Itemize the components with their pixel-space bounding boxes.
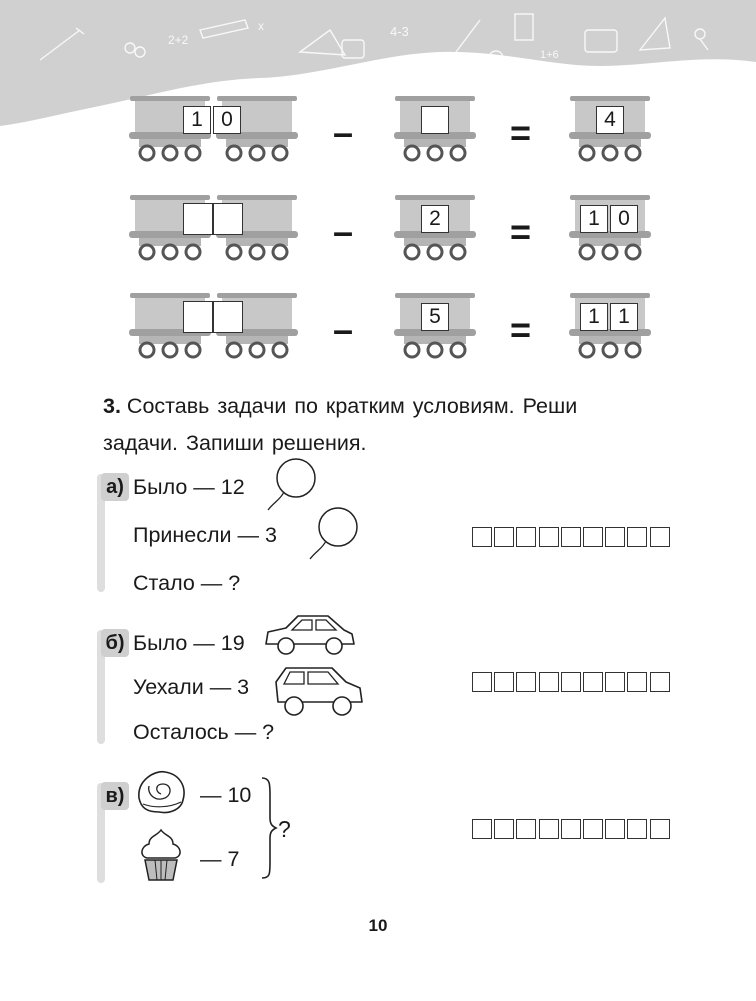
digit-cell[interactable]: 0	[610, 205, 638, 233]
part-c-value-1: — 10	[200, 783, 252, 807]
equals-sign: =	[510, 309, 532, 350]
digit-cell[interactable]: 5	[421, 303, 449, 331]
part-b-line-3: Осталось — ?	[133, 720, 275, 744]
task-text-line-1: Составь задачи по кратким условиям. Реши	[126, 394, 578, 418]
svg-text:2+2: 2+2	[168, 33, 189, 47]
svg-text:1+6: 1+6	[540, 49, 559, 61]
part-c-value-2: — 7	[200, 847, 240, 871]
minus-sign: –	[333, 112, 354, 153]
equation-row-2	[0, 195, 756, 265]
part-b-line-2: Уехали — 3	[133, 675, 250, 699]
part-c-label: в)	[101, 782, 129, 810]
part-c-question: ?	[278, 816, 291, 842]
bun-icon	[133, 768, 189, 818]
answer-cells[interactable]	[472, 527, 672, 547]
digit-cell[interactable]: 1	[610, 303, 638, 331]
digit-cell[interactable]: 1	[580, 303, 608, 331]
answer-cells[interactable]	[472, 672, 672, 692]
equation-row-1	[0, 96, 756, 166]
page-number: 10	[368, 916, 388, 935]
part-b-label: б)	[101, 629, 129, 657]
minus-sign: –	[333, 211, 354, 252]
digit-cell[interactable]	[421, 106, 449, 134]
cupcake-icon	[135, 826, 187, 884]
digit-cell[interactable]	[183, 203, 213, 235]
task-text-line-2: задачи. Запиши решения.	[103, 431, 367, 455]
part-a-line-1: Было — 12	[133, 475, 245, 499]
car-icon	[272, 662, 368, 720]
minus-sign: –	[333, 309, 354, 350]
task-number: 3.	[103, 394, 121, 418]
part-a-line-2: Принесли — 3	[133, 523, 277, 547]
task-3-instructions	[103, 388, 683, 462]
curly-brace	[258, 776, 278, 880]
digit-cell[interactable]	[213, 301, 243, 333]
digit-cell[interactable]: 0	[213, 106, 241, 134]
equation-row-3	[0, 293, 756, 363]
car-icon	[262, 608, 358, 660]
digit-cell[interactable]: 1	[580, 205, 608, 233]
digit-cell[interactable]: 1	[183, 106, 211, 134]
svg-text:4-3: 4-3	[390, 24, 409, 39]
part-a-line-3: Стало — ?	[133, 571, 241, 595]
svg-text:x: x	[258, 19, 264, 33]
digit-cell[interactable]	[183, 301, 213, 333]
answer-cells[interactable]	[472, 819, 672, 839]
digit-cell[interactable]: 2	[421, 205, 449, 233]
equals-sign: =	[510, 112, 532, 153]
balloon-icon	[304, 505, 360, 567]
digit-cell[interactable]	[213, 203, 243, 235]
digit-cell[interactable]: 4	[596, 106, 624, 134]
part-b-line-1: Было — 19	[133, 631, 245, 655]
part-a-label: а)	[101, 473, 129, 501]
equals-sign: =	[510, 211, 532, 252]
